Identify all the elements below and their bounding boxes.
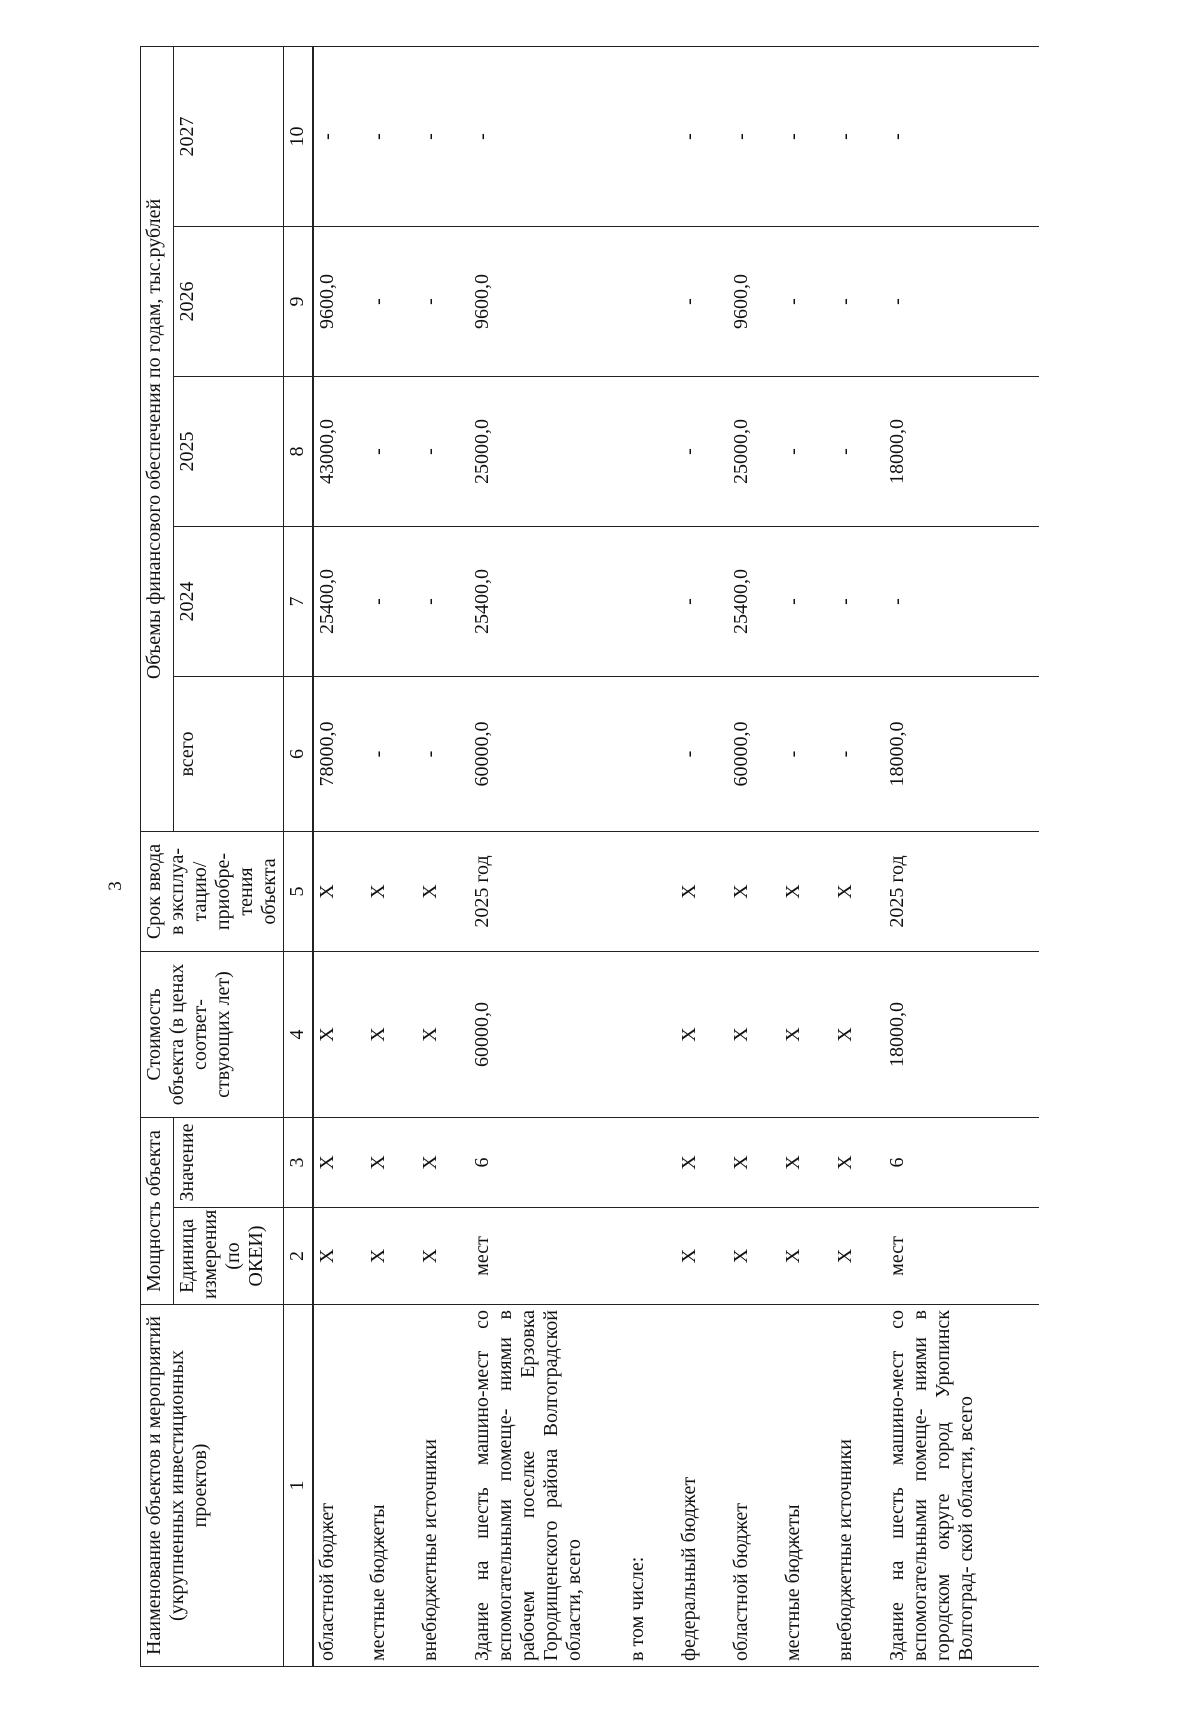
cell-cost <box>624 952 676 1118</box>
cell-y2025: 25000,0 <box>728 377 780 527</box>
cell-unit <box>624 1208 676 1305</box>
cell-unit: мест <box>884 1208 1039 1305</box>
header-total: всего <box>174 677 284 832</box>
header-funding-group: Объемы финансового обеспечения по годам, тыс.рублей <box>141 46 174 831</box>
cell-total: - <box>780 677 832 832</box>
column-number: 4 <box>284 952 314 1118</box>
cell-y2025: 25000,0 <box>469 377 624 527</box>
table-header <box>141 46 314 1666</box>
cell-name: внебюджетные источники <box>417 1305 469 1667</box>
cell-y2024: - <box>884 527 1039 677</box>
cell-name: областной бюджет <box>728 1305 780 1667</box>
table-row <box>469 46 624 1666</box>
cell-y2026: 9600,0 <box>313 227 365 377</box>
cell-value: X <box>832 1118 884 1208</box>
cell-y2025: - <box>417 377 469 527</box>
header-2027: 2027 <box>174 46 284 226</box>
cell-y2027: - <box>832 46 884 226</box>
cell-y2025: 43000,0 <box>313 377 365 527</box>
cell-y2024: - <box>365 527 417 677</box>
cell-y2027 <box>624 46 676 226</box>
cell-total: - <box>417 677 469 832</box>
column-number: 10 <box>284 46 314 226</box>
cell-y2027: - <box>884 46 1039 226</box>
cell-unit: мест <box>469 1208 624 1305</box>
cell-y2024: 25400,0 <box>469 527 624 677</box>
cell-term: X <box>313 832 365 952</box>
cell-cost: 60000,0 <box>469 952 624 1118</box>
cell-y2026: - <box>676 227 728 377</box>
cell-unit: X <box>417 1208 469 1305</box>
cell-y2024: 25400,0 <box>313 527 365 677</box>
cell-term: X <box>780 832 832 952</box>
cell-y2024: - <box>780 527 832 677</box>
table-row <box>728 46 780 1666</box>
cell-unit: X <box>676 1208 728 1305</box>
cell-y2026: 9600,0 <box>728 227 780 377</box>
rotated-table-container <box>140 47 1120 1667</box>
cell-y2025: - <box>832 377 884 527</box>
cell-term: 2025 год <box>884 832 1039 952</box>
cell-y2024: 25400,0 <box>728 527 780 677</box>
cell-y2024: - <box>832 527 884 677</box>
header-name-col: Наименование объектов и мероприятий (укрупненных инвестиционных проектов) <box>141 1305 284 1667</box>
header-capacity-unit: Единица измерения (по ОКЕИ) <box>174 1208 284 1305</box>
cell-total: 60000,0 <box>728 677 780 832</box>
column-number: 7 <box>284 527 314 677</box>
column-number: 8 <box>284 377 314 527</box>
table-row <box>832 46 884 1666</box>
cell-y2024: - <box>676 527 728 677</box>
cell-term: X <box>676 832 728 952</box>
header-term: Срок ввода в эксплуа- тацию/ приобре- тения объекта <box>141 832 284 952</box>
cell-term: X <box>832 832 884 952</box>
cell-cost: 18000,0 <box>884 952 1039 1118</box>
cell-cost: X <box>832 952 884 1118</box>
cell-unit: X <box>728 1208 780 1305</box>
header-2025: 2025 <box>174 377 284 527</box>
header-2024: 2024 <box>174 527 284 677</box>
cell-value: X <box>728 1118 780 1208</box>
cell-name: Здание на шесть машино-мест со вспомогательными помеще- ниями в городском округе город Урюпинск Волгоград- ской области, всего <box>884 1305 1039 1667</box>
cell-cost: X <box>417 952 469 1118</box>
cell-y2026: - <box>780 227 832 377</box>
cell-total: - <box>365 677 417 832</box>
cell-y2025: - <box>365 377 417 527</box>
cell-y2027: - <box>780 46 832 226</box>
cell-name: в том числе: <box>624 1305 676 1667</box>
header-cost: Стоимость объекта (в ценах соответ- ствующих лет) <box>141 952 284 1118</box>
cell-term <box>624 832 676 952</box>
cell-y2025: - <box>676 377 728 527</box>
column-number-row <box>284 46 314 1666</box>
page-number: 3 <box>105 881 126 891</box>
cell-unit: X <box>365 1208 417 1305</box>
cell-name: областной бюджет <box>313 1305 365 1667</box>
cell-value: X <box>780 1118 832 1208</box>
cell-y2024: - <box>417 527 469 677</box>
cell-name: местные бюджеты <box>780 1305 832 1667</box>
table-row <box>780 46 832 1666</box>
cell-value <box>624 1118 676 1208</box>
cell-value: 6 <box>469 1118 624 1208</box>
table-row <box>884 46 1039 1666</box>
cell-y2027: - <box>676 46 728 226</box>
column-number: 5 <box>284 832 314 952</box>
cell-term: X <box>728 832 780 952</box>
cell-unit: X <box>313 1208 365 1305</box>
column-number: 2 <box>284 1208 314 1305</box>
cell-cost: X <box>780 952 832 1118</box>
cell-name: федеральный бюджет <box>676 1305 728 1667</box>
cell-name: внебюджетные источники <box>832 1305 884 1667</box>
cell-term: X <box>417 832 469 952</box>
cell-y2026: - <box>417 227 469 377</box>
header-capacity-group: Мощность объекта <box>141 1118 174 1305</box>
cell-cost: X <box>313 952 365 1118</box>
cell-total: 18000,0 <box>884 677 1039 832</box>
cell-cost: X <box>676 952 728 1118</box>
table-row <box>365 46 417 1666</box>
column-number: 6 <box>284 677 314 832</box>
cell-y2026: - <box>832 227 884 377</box>
cell-y2025 <box>624 377 676 527</box>
cell-cost: X <box>728 952 780 1118</box>
cell-y2027: - <box>417 46 469 226</box>
table-row <box>313 46 365 1666</box>
cell-value: X <box>417 1118 469 1208</box>
cell-value: X <box>313 1118 365 1208</box>
cell-y2026 <box>624 227 676 377</box>
cell-unit: X <box>780 1208 832 1305</box>
cell-value: X <box>676 1118 728 1208</box>
cell-y2025: 18000,0 <box>884 377 1039 527</box>
cell-y2026: - <box>884 227 1039 377</box>
table-body <box>313 46 1039 1666</box>
cell-y2027: - <box>313 46 365 226</box>
cell-name: местные бюджеты <box>365 1305 417 1667</box>
cell-y2027: - <box>728 46 780 226</box>
header-capacity-value: Значение <box>174 1118 284 1208</box>
table-row <box>624 46 676 1666</box>
cell-cost: X <box>365 952 417 1118</box>
cell-total: 60000,0 <box>469 677 624 832</box>
cell-name: Здание на шесть машино-мест со вспомогательными помеще- ниями в рабочем поселке Ерзовка Городищенского района Волгоградской области, всего <box>469 1305 624 1667</box>
cell-y2026: - <box>365 227 417 377</box>
column-number: 9 <box>284 227 314 377</box>
cell-y2026: 9600,0 <box>469 227 624 377</box>
table-row <box>417 46 469 1666</box>
cell-term: X <box>365 832 417 952</box>
column-number: 3 <box>284 1118 314 1208</box>
cell-total <box>624 677 676 832</box>
cell-y2025: - <box>780 377 832 527</box>
header-2026: 2026 <box>174 227 284 377</box>
cell-total: - <box>676 677 728 832</box>
cell-term: 2025 год <box>469 832 624 952</box>
column-number: 1 <box>284 1305 314 1667</box>
funding-table <box>140 46 1039 1667</box>
cell-total: - <box>832 677 884 832</box>
cell-value: 6 <box>884 1118 1039 1208</box>
cell-y2027: - <box>365 46 417 226</box>
cell-y2027: - <box>469 46 624 226</box>
cell-value: X <box>365 1118 417 1208</box>
table-row <box>676 46 728 1666</box>
cell-y2024 <box>624 527 676 677</box>
cell-total: 78000,0 <box>313 677 365 832</box>
cell-unit: X <box>832 1208 884 1305</box>
